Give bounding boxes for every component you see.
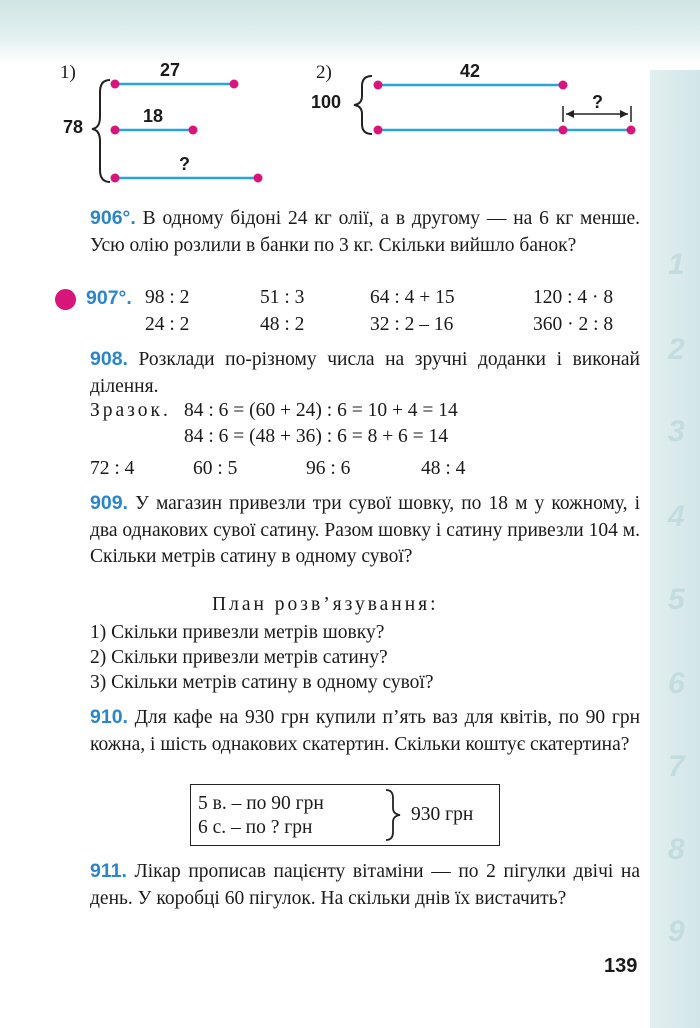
task-number: 907°. xyxy=(86,287,132,309)
side-number: 1 xyxy=(668,248,685,281)
diagram2-seg1-label: 42 xyxy=(460,61,481,81)
plan-item: 1) Скільки привезли метрів шовку? xyxy=(90,622,385,643)
segment-point xyxy=(254,174,263,183)
segment-point xyxy=(111,174,120,183)
task-910 xyxy=(90,704,640,758)
task-911 xyxy=(90,858,640,912)
expression: 60 : 5 xyxy=(193,458,238,479)
side-number: 9 xyxy=(668,915,685,948)
bullet-icon xyxy=(55,289,76,310)
diagram1-label: 1) xyxy=(60,62,76,83)
task-908 xyxy=(90,346,640,400)
diagram2-label: 2) xyxy=(316,62,332,83)
task-number: 906°. xyxy=(90,207,136,229)
expression: 64 : 4 + 15 xyxy=(370,287,455,308)
side-number: 6 xyxy=(668,667,685,700)
segment-point xyxy=(374,126,383,135)
side-number: 2 xyxy=(668,333,685,366)
expression: 360 · 2 : 8 xyxy=(533,314,614,335)
note-brace xyxy=(382,788,404,842)
segment-point xyxy=(559,81,568,90)
expression: 72 : 4 xyxy=(90,458,135,479)
task-number: 911. xyxy=(90,860,127,882)
note-total: 930 грн xyxy=(411,804,474,825)
side-number: 8 xyxy=(668,833,685,866)
segment-point xyxy=(559,126,568,135)
note-line: 5 в. – по 90 грн xyxy=(198,793,324,814)
task-number: 910. xyxy=(90,706,128,728)
diagram1-brace xyxy=(92,80,110,182)
diagram2-brace xyxy=(354,76,372,134)
side-number: 7 xyxy=(668,750,685,783)
task-906 xyxy=(90,205,640,259)
expression: 24 : 2 xyxy=(145,314,190,335)
diagram1-seg2-label: 18 xyxy=(143,106,164,126)
side-number: 4 xyxy=(668,500,685,533)
task-text: У магазин привезли три сувої шовку, по 18 м у кожному, і два однакових сувої сатину. Разом шовку і сатину привезли 104 м. Скільки метрів сатину в одному сувої? xyxy=(90,493,640,567)
diagram2-total: 100 xyxy=(311,92,342,112)
note-line: 6 с. – по ? грн xyxy=(198,817,313,838)
page-number: 139 xyxy=(604,955,638,977)
task-text: Для кафе на 930 грн купили п’ять ваз для квітів, по 90 грн кожна, і шість однакових скатертин. Скільки коштує скатертина? xyxy=(90,707,641,755)
diagram1-seg1-label: 27 xyxy=(160,60,181,80)
expression: 98 : 2 xyxy=(145,287,190,308)
task-number: 909. xyxy=(90,492,128,514)
task-text: Розклади по-різному числа на зручні доданки і виконай ділення. xyxy=(90,349,640,397)
expression: 51 : 3 xyxy=(260,287,305,308)
side-thumb-band xyxy=(650,70,700,1028)
diagram2-seg2-label: ? xyxy=(592,92,603,112)
expression: 48 : 2 xyxy=(260,314,305,335)
plan-item: 2) Скільки привезли метрів сатину? xyxy=(90,647,388,668)
side-number: 5 xyxy=(668,583,685,616)
task-text: Лікар прописав пацієнту вітаміни — по 2 пігулки двічі на день. У коробці 60 пігулок. На скільки днів їх вистачить? xyxy=(90,861,641,909)
expression: 120 : 4 · 8 xyxy=(533,287,614,308)
segment-point xyxy=(189,126,198,135)
diagram1-seg3-label: ? xyxy=(179,154,190,174)
sample-line: 84 : 6 = (48 + 36) : 6 = 8 + 6 = 14 xyxy=(184,426,449,447)
plan-title: План розв’язування: xyxy=(212,594,439,615)
sample-label: Зразок. xyxy=(90,400,171,421)
plan-item: 3) Скільки метрів сатину в одному сувої? xyxy=(90,672,434,693)
expression: 48 : 4 xyxy=(421,458,466,479)
diagram1-total: 78 xyxy=(63,117,84,137)
task-text: В одному бідоні 24 кг олії, а в другому — на 6 кг менше. Усю олію розлили в банки по 3 кг. Скільки вийшло банок? xyxy=(90,208,641,256)
segment-point xyxy=(627,126,636,135)
sample-line: 84 : 6 = (60 + 24) : 6 = 10 + 4 = 14 xyxy=(184,400,458,421)
segment-point xyxy=(111,126,120,135)
segment-point xyxy=(230,80,239,89)
expression: 96 : 6 xyxy=(306,458,351,479)
side-number: 3 xyxy=(668,415,685,448)
task-number: 908. xyxy=(90,348,128,370)
task-909 xyxy=(90,490,640,571)
segment-point xyxy=(374,81,383,90)
expression: 32 : 2 – 16 xyxy=(370,314,454,335)
segment-point xyxy=(111,80,120,89)
